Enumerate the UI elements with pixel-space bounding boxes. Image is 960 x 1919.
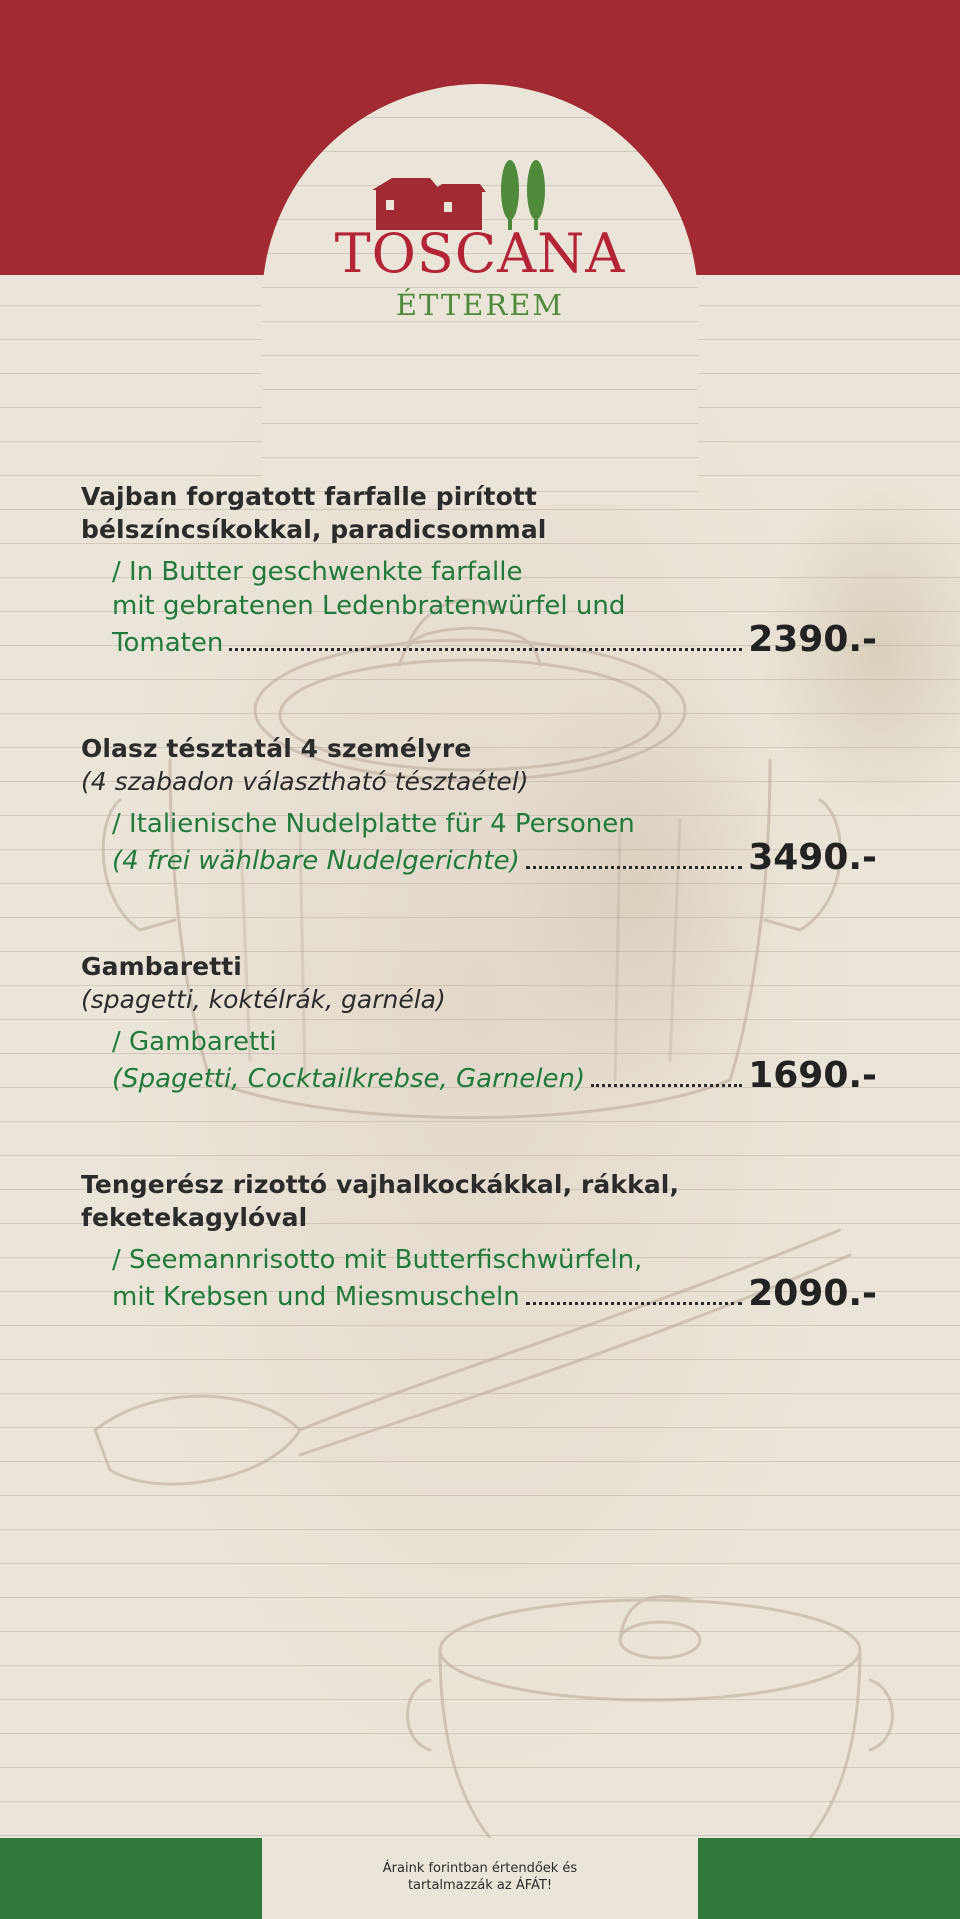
item-name-de-line: (Spagetti, Cocktailkrebse, Garnelen) (112, 1064, 586, 1094)
item-price-row (112, 619, 877, 660)
item-name-de (112, 555, 877, 660)
item-name-de-line: / Seemannrisotto mit Butterfischwürfeln, (112, 1245, 643, 1275)
item-name-hu: Vajban forgatott farfalle pirított (81, 482, 537, 511)
dot-leader (526, 1302, 742, 1305)
item-name-hu: bélszíncsíkokkal, paradicsommal (81, 515, 547, 544)
item-name-de-line: Tomaten (112, 628, 224, 658)
item-price: 1690.- (748, 1055, 877, 1096)
item-price-row (112, 1273, 877, 1314)
item-price-row (112, 837, 877, 878)
item-note-hu: (4 szabadon választható tésztaétel) (81, 767, 529, 796)
price-footnote (330, 1860, 630, 1894)
item-name-de (112, 1243, 877, 1314)
brand-name: TOSCANA (334, 222, 626, 285)
item-name-hu: feketekagylóval (81, 1203, 308, 1232)
item-name-hu: Tengerész rizottó vajhalkockákkal, rákkal, (81, 1170, 680, 1199)
item-name-de (112, 1025, 877, 1096)
item-price: 2090.- (748, 1273, 877, 1314)
item-name-de-line: (4 frei wählbare Nudelgerichte) (112, 846, 520, 876)
toscana-logo (330, 160, 630, 330)
brand-subtitle: ÉTTEREM (395, 288, 565, 322)
item-name-de-line: / Italienische Nudelplatte für 4 Personen (112, 809, 635, 839)
menu-item (81, 1168, 881, 1314)
item-name-de (112, 807, 877, 878)
footnote-line: Áraink forintban értendőek és (382, 1861, 578, 1876)
item-name-de-line: mit Krebsen und Miesmuscheln (112, 1282, 520, 1312)
item-price-row (112, 1055, 877, 1096)
item-name-de-line: / Gambaretti (112, 1027, 277, 1057)
menu-item (81, 950, 881, 1096)
dot-leader (591, 1084, 742, 1087)
dot-leader (526, 866, 742, 869)
item-name-de-line: / In Butter geschwenkte farfalle (112, 557, 523, 587)
dot-leader (229, 648, 742, 651)
item-price: 2390.- (748, 619, 877, 660)
menu-item (81, 732, 881, 878)
item-name-hu: Gambaretti (81, 952, 242, 981)
item-name-hu: Olasz tésztatál 4 személyre (81, 734, 472, 763)
house-and-cypress-icon (330, 160, 630, 230)
footnote-line: tartalmazzák az ÁFÁT! (407, 1878, 553, 1893)
item-note-hu: (spagetti, koktélrák, garnéla) (81, 985, 446, 1014)
item-name-de-line: mit gebratenen Ledenbratenwürfel und (112, 591, 626, 621)
item-price: 3490.- (748, 837, 877, 878)
menu-item (81, 480, 881, 660)
